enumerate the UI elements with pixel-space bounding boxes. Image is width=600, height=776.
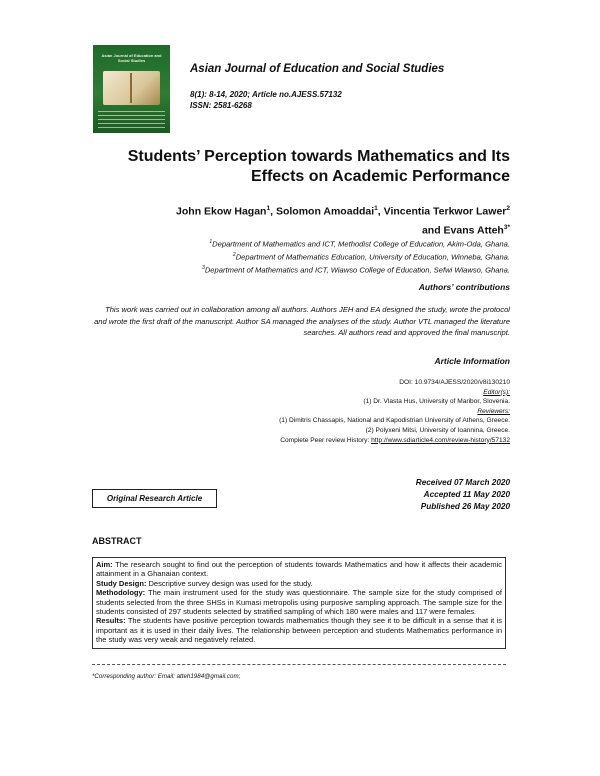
- reviewers-label: Reviewers:: [477, 407, 510, 415]
- affiliation-item: $^1$Department of Mathematics and ICT, Methodist College of Education, Akim-Oda, Ghana.: [209, 239, 510, 249]
- author-name: Evans Atteh: [443, 224, 504, 236]
- abstract-results: Results: The students have positive perception towards mathematics though they see it to be difficult in a sense that it is important as it is used in their daily lives. The relationship between perception and students Mathematics performance in the study was very weak and negatively related.: [96, 616, 502, 645]
- received-date: Received 07 March 2020: [415, 478, 510, 487]
- author-name: John Ekow Hagan: [176, 205, 267, 218]
- article-type-badge: Original Research Article: [92, 489, 217, 508]
- affiliation-item: $^2$Department of Mathematics Education, University of Education, Winneba, Ghana.: [232, 252, 510, 262]
- article-info-heading: Article Information: [434, 356, 510, 366]
- author-affiliation-marker: 3*: [503, 223, 510, 231]
- paper-title-line1: Students’ Perception towards Mathematics and Its: [127, 148, 510, 165]
- author-name: Vincentia Terkwor Lawer: [383, 205, 507, 218]
- abstract-methodology: Methodology: The main instrument used for the study was questionnaire. The sample size for the study comprised of students selected from the three SHSs in Kumasi metropolis using purposive sampling approach. The sample size for the students consisted of 297 students selected by stratified sampling of which 180 were males and 117 were females.: [96, 588, 502, 617]
- review-history-label: Complete Peer review History:: [280, 436, 370, 444]
- abstract-heading: ABSTRACT: [92, 536, 142, 546]
- publication-dates: [310, 477, 510, 513]
- article-info: [80, 378, 510, 445]
- corresponding-author-footnote: *Corresponding author: Email: atteh1984@gmail.com;: [92, 673, 241, 680]
- cover-footer-graphic: [98, 111, 165, 129]
- issn: ISSN: 2581-6268: [190, 101, 252, 110]
- affiliations: [50, 237, 510, 276]
- abstract-box: [92, 557, 506, 649]
- author-affiliation-marker: 2: [506, 205, 510, 212]
- journal-cover-image: [93, 45, 170, 133]
- cover-book-graphic: [103, 71, 160, 105]
- journal-name: Asian Journal of Education and Social Studies: [190, 63, 445, 75]
- editor: (1) Dr. Vlasta Hus, University of Maribor, Slovenia.: [363, 398, 510, 406]
- accepted-date: Accepted 11 May 2020: [423, 490, 510, 499]
- published-date: Published 26 May 2020: [420, 502, 510, 511]
- author-name: Solomon Amoaddai: [275, 205, 375, 218]
- author-affiliation-marker: 1: [374, 205, 378, 212]
- affiliation-item: $^3$Department of Mathematics and ICT, Wiawso College of Education, Sefwi Wiawso, Ghana.: [202, 265, 510, 275]
- abstract-design: Study Design: Descriptive survey design was used for the study.: [96, 578, 313, 588]
- paper-title-line2: Effects on Academic Performance: [250, 168, 510, 185]
- abstract-aim: Aim: The research sought to find out the perception of students towards Mathematics and how it affects their academic attainment in a Ghanaian context.: [96, 560, 502, 579]
- contributions-text: This work was carried out in collaboration among all authors. Authors JEH and EA designed the study, wrote the protocol and wrote the first draft of the manuscript. Author SA managed the analyses of the study. Author VTL managed the literature searches. All authors read and approved the final manuscript.: [94, 305, 510, 337]
- reviewer: (1) Dimitris Chassapis, National and Kapodistrian University of Athens, Greece.: [279, 417, 510, 425]
- author-affiliation-marker: 1: [266, 205, 271, 212]
- paper-title: [70, 147, 510, 187]
- review-history: [80, 436, 510, 446]
- doi: DOI: 10.9734/AJESS/2020/v8i130210: [399, 379, 510, 386]
- cover-title: Asian Journal of Education and Social Studies: [101, 53, 162, 63]
- footnote-divider: [92, 664, 506, 665]
- author-list: John Ekow Hagan$^1$, Solomon Amoaddai$^1$, Vincentia Terkwor Lawer$^2$ and Evans Atteh$^{3*}$: [176, 205, 510, 236]
- contributions-heading: Authors’ contributions: [418, 282, 510, 292]
- review-history-link[interactable]: http://www.sdiarticle4.com/review-history/57132: [371, 436, 510, 444]
- editor-label: Editor(s):: [483, 388, 510, 396]
- reviewer: (2) Polyxeni Mitsi, University of Ioannina, Greece.: [365, 426, 510, 434]
- volume-info: 8(1): 8-14, 2020; Article no.AJESS.57132: [190, 90, 342, 99]
